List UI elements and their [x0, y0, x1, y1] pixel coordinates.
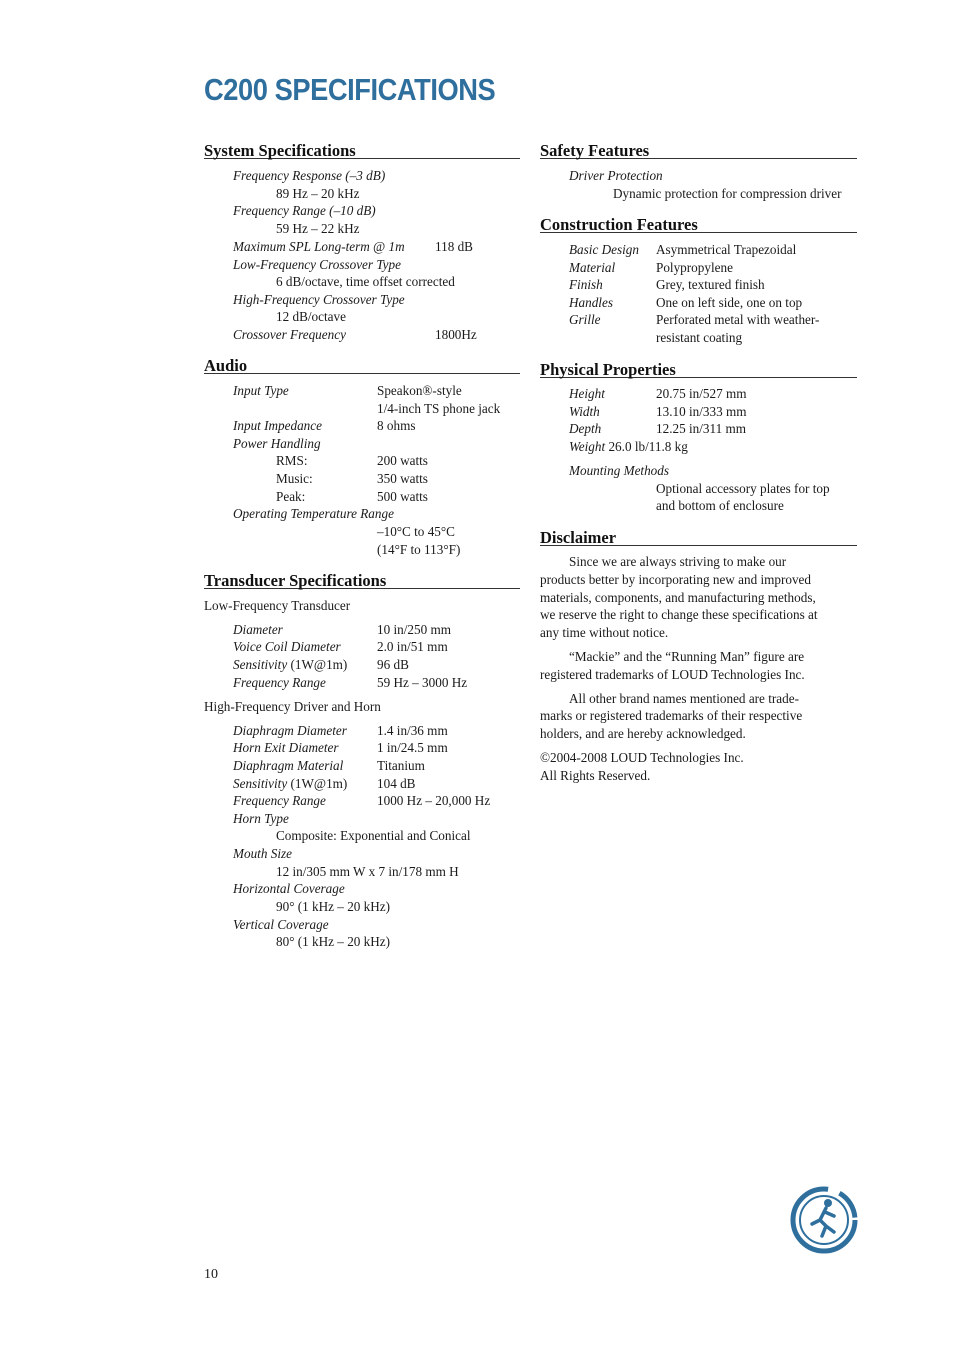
spec-value: Grey, textured finish: [656, 277, 765, 292]
spec-value: 1 in/24.5 mm: [377, 740, 448, 755]
spec-label: Horn Exit Diameter: [233, 740, 339, 755]
spec-value: 89 Hz – 20 kHz: [276, 186, 360, 201]
spec-label: Crossover Frequency: [233, 327, 346, 342]
spec-value: 2.0 in/51 mm: [377, 639, 448, 654]
section-heading-physical: Physical Properties: [540, 361, 857, 378]
spec-weight: Weight 26.0 lb/11.8 kg: [569, 439, 688, 454]
spec-label: Width: [569, 404, 600, 419]
spec-value: Composite: Exponential and Conical: [276, 828, 471, 843]
spec-label: Sensitivity (1W@1m): [233, 776, 348, 791]
spec-value: 1800Hz: [435, 327, 477, 342]
disclaimer-line: marks or registered trademarks of their respective: [540, 708, 803, 723]
copyright-line: ©2004-2008 LOUD Technologies Inc.: [540, 750, 744, 765]
spec-label: Maximum SPL Long-term @ 1m: [233, 239, 405, 254]
spec-value: 12 in/305 mm W x 7 in/178 mm H: [276, 864, 459, 879]
disclaimer-line: registered trademarks of LOUD Technologies Inc.: [540, 667, 805, 682]
disclaimer-line: All other brand names mentioned are trade-: [569, 691, 799, 706]
spec-value: and bottom of enclosure: [656, 498, 784, 513]
spec-value: (14°F to 113°F): [377, 542, 461, 557]
running-man-logo-icon: [790, 1186, 858, 1254]
spec-value: 80° (1 kHz – 20 kHz): [276, 934, 391, 949]
spec-label: Driver Protection: [569, 168, 663, 183]
subheading-hf: High-Frequency Driver and Horn: [204, 699, 381, 714]
spec-label: Peak:: [276, 489, 306, 504]
spec-label: Horizontal Coverage: [233, 881, 345, 896]
spec-label: Power Handling: [233, 436, 321, 451]
section-heading-disclaimer: Disclaimer: [540, 529, 857, 546]
spec-label: Mounting Methods: [569, 463, 669, 478]
spec-value: 6 dB/octave, time offset corrected: [276, 274, 455, 289]
spec-value: Optional accessory plates for top: [656, 481, 830, 496]
copyright-line: All Rights Reserved.: [540, 768, 651, 783]
spec-value: 1000 Hz – 20,000 Hz: [377, 793, 491, 808]
disclaimer-line: products better by incorporating new and improved: [540, 572, 812, 587]
spec-label: Grille: [569, 312, 601, 327]
spec-value: 20.75 in/527 mm: [656, 386, 747, 401]
spec-value: 59 Hz – 22 kHz: [276, 221, 360, 236]
section-heading-transducer: Transducer Specifications: [204, 572, 520, 589]
spec-label: Frequency Range (–10 dB): [233, 203, 376, 218]
spec-label: RMS:: [276, 453, 308, 468]
spec-value: 59 Hz – 3000 Hz: [377, 675, 468, 690]
spec-value: One on left side, one on top: [656, 295, 803, 310]
spec-label: Depth: [569, 421, 602, 436]
spec-value: Dynamic protection for compression driver: [613, 186, 842, 201]
spec-value: Polypropylene: [656, 260, 733, 275]
spec-label: Sensitivity (1W@1m): [233, 657, 348, 672]
spec-value: 1/4-inch TS phone jack: [377, 401, 501, 416]
page-number: 10: [204, 1267, 218, 1282]
spec-label: Mouth Size: [233, 846, 292, 861]
spec-label: Vertical Coverage: [233, 917, 329, 932]
disclaimer-line: Since we are always striving to make our: [569, 554, 787, 569]
section-heading-safety: Safety Features: [540, 142, 857, 159]
spec-label: Handles: [569, 295, 613, 310]
spec-label: Operating Temperature Range: [233, 506, 394, 521]
spec-value: 90° (1 kHz – 20 kHz): [276, 899, 391, 914]
section-heading-construction: Construction Features: [540, 216, 857, 233]
section-heading-audio: Audio: [204, 357, 520, 374]
disclaimer-line: “Mackie” and the “Running Man” figure are: [569, 649, 805, 664]
spec-value: 1.4 in/36 mm: [377, 723, 448, 738]
spec-label: Low-Frequency Crossover Type: [233, 257, 401, 272]
spec-label: Input Impedance: [233, 418, 322, 433]
spec-value: 13.10 in/333 mm: [656, 404, 747, 419]
spec-label: Input Type: [233, 383, 289, 398]
spec-value: 500 watts: [377, 489, 428, 504]
spec-value: 104 dB: [377, 776, 416, 791]
section-heading-system: System Specifications: [204, 142, 520, 159]
spec-value: Titanium: [377, 758, 425, 773]
disclaimer-line: holders, and are hereby acknowledged.: [540, 726, 746, 741]
spec-label: Diaphragm Material: [233, 758, 344, 773]
subheading-lf: Low-Frequency Transducer: [204, 598, 351, 613]
spec-label: Material: [569, 260, 616, 275]
spec-label: Basic Design: [569, 242, 639, 257]
disclaimer-line: any time without notice.: [540, 625, 669, 640]
disclaimer-line: materials, components, and manufacturing methods,: [540, 590, 816, 605]
spec-label: Diameter: [233, 622, 283, 637]
spec-value: Perforated metal with weather-: [656, 312, 820, 327]
disclaimer-line: we reserve the right to change these specifications at: [540, 607, 818, 622]
spec-value: Speakon®-style: [377, 383, 462, 398]
spec-label: Height: [569, 386, 605, 401]
spec-label: Horn Type: [233, 811, 289, 826]
spec-label: Music:: [276, 471, 313, 486]
spec-value: 12 dB/octave: [276, 309, 346, 324]
spec-label: Voice Coil Diameter: [233, 639, 341, 654]
spec-value: –10°C to 45°C: [377, 524, 455, 539]
spec-label: Diaphragm Diameter: [233, 723, 347, 738]
spec-value: 8 ohms: [377, 418, 416, 433]
spec-label: Frequency Range: [233, 675, 326, 690]
spec-value: 200 watts: [377, 453, 428, 468]
spec-value: 118 dB: [435, 239, 473, 254]
spec-value: resistant coating: [656, 330, 743, 345]
spec-value: 10 in/250 mm: [377, 622, 451, 637]
spec-label: High-Frequency Crossover Type: [233, 292, 405, 307]
spec-label: Frequency Range: [233, 793, 326, 808]
spec-value: 12.25 in/311 mm: [656, 421, 746, 436]
spec-value: 96 dB: [377, 657, 409, 672]
spec-label: Finish: [569, 277, 603, 292]
spec-value: 350 watts: [377, 471, 428, 486]
spec-label: Frequency Response (–3 dB): [233, 168, 386, 183]
page-title: C200 SPECIFICATIONS: [204, 72, 496, 107]
spec-value: Asymmetrical Trapezoidal: [656, 242, 797, 257]
